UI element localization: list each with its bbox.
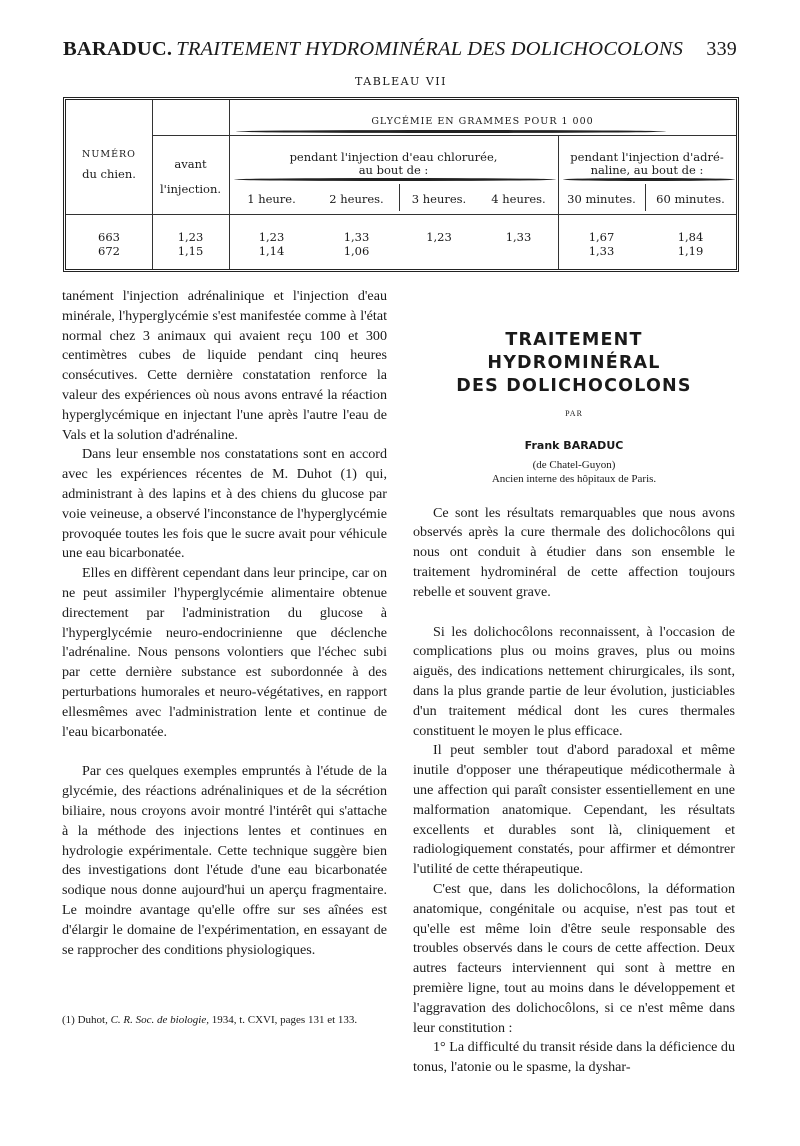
article-paragraph-2: Si les dolichocôlons reconnaissent, à l'occasion de complications plus ou moins graves, plus ou moins aiguës, des indications nettement chirurgicales, ils sont, dans la plus grande partie de leur évolution, justiciables d'un traitement médical dont les cures thermales constituent le moyen le plus efficace. bbox=[413, 623, 735, 739]
article-title-line: HYDROMINÉRAL bbox=[487, 353, 661, 373]
glycemia-header: GLYCÉMIE EN GRAMMES POUR 1 000 bbox=[371, 116, 594, 127]
left-paragraph-1: tanément l'injection adrénalinique et l'injection d'eau minérale, l'hyperglycémie s'est manifestée comme à l'état normal chez 3 animaux qui avaient reçu 100 et 300 centimètres cubes de liquide pendant cinq heures consécutives. Cette dernière constatation renforce la valeur des expériences où nous avons entravé la réaction hyperglycémique en injectant l'une après l'autre l'eau de Vals et la solution d'adrénaline. bbox=[62, 288, 387, 443]
running-head bbox=[63, 38, 739, 68]
col-dog-line1: NUMÉRO bbox=[82, 149, 136, 160]
footnote-rest: 1934, t. CXVI, pages 131 et 133. bbox=[211, 1014, 358, 1026]
cell-dog: 672 bbox=[98, 244, 120, 258]
article-paragraph-4: C'est que, dans les dolichocôlons, la déformation anatomique, congénitale ou acquise, n'est pas tout et qu'elle est même loin d'être seule responsable des troubles observés dans le cours de cette affection. Deux autres facteurs interviennent qui sont à mettre en première ligne, tout au moins dans le développement et l'aggravation des dolichocôlons, si ce n'est même dans leur constitution : bbox=[413, 880, 735, 1036]
group-adrenaline-line1: pendant l'injection d'adré- bbox=[570, 150, 724, 164]
author-place: (de Chatel-Guyon) bbox=[532, 458, 616, 471]
cell-3h: 1,23 bbox=[426, 230, 452, 244]
group-adrenaline-line2: naline, au bout de : bbox=[590, 163, 704, 177]
col-dog-line2: du chien. bbox=[82, 167, 136, 181]
cell-1h: 1,14 bbox=[258, 244, 285, 258]
left-paragraph-4: Par ces quelques exemples empruntés à l'étude de la glycémie, des réactions adrénaliniques et de la sécrétion biliaire, nous croyons avoir montré l'intérêt qui s'attache à la méthode des injections lentes et continues en hydrologie expérimentale. Cette technique suggère bien des investigations dont l'étude d'une eau bicarbonatée sodique nous donne aujourd'hui un aperçu fragmentaire. Le moindre avantage qu'elle offre sur ses aînées est d'élargir le domaine de l'expérimentation, en essayant de se rapprocher des conditions physiologiques. bbox=[62, 763, 387, 958]
group-saline-line1: pendant l'injection d'eau chlorurée, bbox=[289, 150, 498, 164]
cell-1h: 1,23 bbox=[258, 230, 285, 244]
left-paragraph-2: Dans leur ensemble nos constatations sont en accord avec les expériences récentes de M. Duhot (1) qui, administrant à des lapins et à des chiens du glucose par voie veineuse, a observé l'inconstance de l'hyperglycémie provoquée toutes les fois que le sucre avait pour véhicule une eau bicarbonatée. bbox=[62, 446, 387, 562]
author-role: Ancien interne des hôpitaux de Paris. bbox=[491, 472, 657, 485]
cell-2h: 1,33 bbox=[343, 230, 370, 244]
cell-30m: 1,67 bbox=[588, 230, 615, 244]
article-title-line: DES DOLICHOCOLONS bbox=[456, 376, 692, 396]
byline-par: PAR bbox=[565, 409, 583, 418]
sub-col-60m: 60 minutes. bbox=[656, 192, 725, 206]
header-author: BARADUC. bbox=[63, 38, 173, 60]
cell-60m: 1,19 bbox=[677, 244, 704, 258]
article-title-line: TRAITEMENT bbox=[505, 330, 643, 350]
cell-4h: 1,33 bbox=[505, 230, 532, 244]
cell-before: 1,23 bbox=[177, 230, 204, 244]
page-number: 339 bbox=[706, 38, 737, 60]
header-title: TRAITEMENT HYDROMINÉRAL DES DOLICHOCOLONS bbox=[176, 38, 684, 60]
cell-60m: 1,84 bbox=[677, 230, 704, 244]
article-paragraph-3: Il peut sembler tout d'abord paradoxal et même inutile d'opposer une thérapeutique médicothermale à une affection qui paraît consister essentiellement en une malformation anatomique. Cependant, les résultats excellents et durables sont là, cliniquement et radiologiquement constatés, pour affirmer et démontrer l'utilité de cette thérapeutique. bbox=[413, 742, 735, 878]
article-paragraph-1: Ce sont les résultats remarquables que nous avons observés après la cure thermale des dolichocôlons qui nous ont conduit à étudier dans son ensemble le traitement hydrominéral de cette affection toujours rebelle et souvent grave. bbox=[413, 504, 735, 600]
sub-col-4h: 4 heures. bbox=[491, 192, 546, 206]
cell-2h: 1,06 bbox=[343, 244, 370, 258]
cell-30m: 1,33 bbox=[588, 244, 615, 258]
col-before-line2: l'injection. bbox=[159, 182, 222, 196]
left-paragraph-3: Elles en diffèrent cependant dans leur principe, car on ne peut assimiler l'hyperglycémie alimentaire obtenue directement par l'administration du glucose à l'hyperglycémie neuro-endocrinienne que déclenche l'adrénaline. Nous pensons volontiers que l'échec subi par cette dernière substance est subordonnée à des perturbations humorales et neuro-végétatives, en rapport ellesmêmes avec l'administration lente et continue de l'eau bicarbonatée. bbox=[62, 565, 387, 740]
footnote-journal: C. R. Soc. de biologie, bbox=[110, 1014, 209, 1026]
article-title bbox=[413, 329, 735, 398]
footnote-author: Duhot, bbox=[77, 1014, 108, 1026]
table-caption: TABLEAU VII bbox=[355, 75, 447, 88]
group-saline-line2: au bout de : bbox=[358, 163, 429, 177]
glycemia-table bbox=[63, 97, 739, 272]
sub-col-2h: 2 heures. bbox=[329, 192, 384, 206]
sub-col-30m: 30 minutes. bbox=[567, 192, 636, 206]
author-name: Frank BARADUC bbox=[524, 438, 624, 452]
brace-saline bbox=[234, 178, 556, 181]
cell-dog: 663 bbox=[98, 230, 120, 244]
left-column bbox=[62, 287, 387, 960]
cell-before: 1,15 bbox=[177, 244, 204, 258]
brace-glycemia bbox=[236, 130, 666, 133]
col-before-line1: avant bbox=[174, 157, 207, 171]
sub-col-3h: 3 heures. bbox=[411, 192, 467, 206]
sub-col-1h: 1 heure. bbox=[247, 192, 296, 206]
footnote bbox=[62, 1013, 387, 1028]
article-paragraph-5: 1° La difficulté du transit réside dans la déficience du tonus, l'atonie ou le spasme, la dyshar- bbox=[413, 1039, 735, 1076]
right-column bbox=[413, 287, 735, 1078]
footnote-marker: (1) bbox=[62, 1014, 75, 1026]
brace-adrenaline bbox=[563, 178, 735, 181]
